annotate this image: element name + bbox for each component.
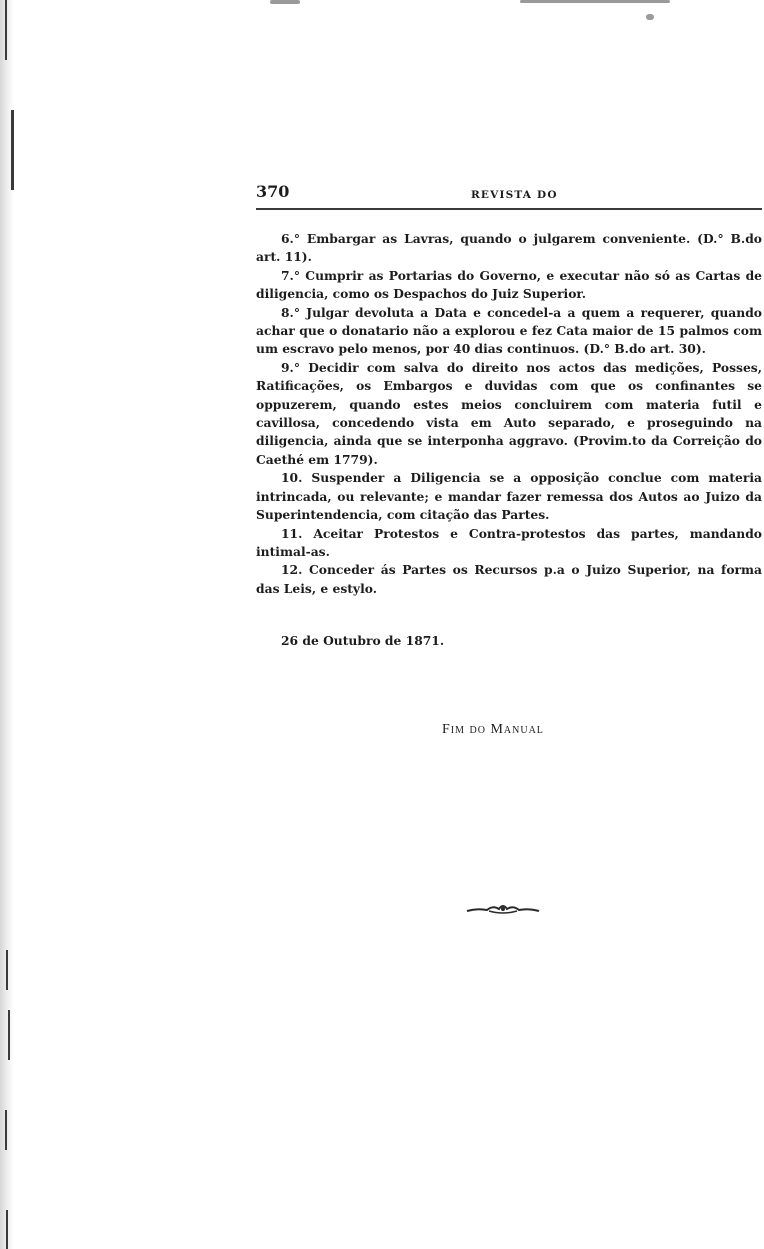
scan-edge-mark [11,110,14,190]
scan-edge-mark [5,0,7,60]
paragraph-item-7: 7.° Cumprir as Portarias do Governo, e executar não só as Cartas de diligencia, como os Despachos do Juiz Superior. [256,267,762,302]
scan-edge-mark [6,1210,8,1249]
page-number: 370 [256,182,290,201]
scan-edge-mark [8,1010,10,1060]
scan-top-smudge [646,14,654,20]
paragraph-item-11: 11. Aceitar Protestos e Contra-protestos das partes, mandando intimal-as. [256,525,762,559]
running-head [256,180,762,206]
closing-line: Fim do Manual [442,722,544,738]
date-line: 26 de Outubro de 1871. [281,633,445,649]
paragraph-item-10: 10. Suspender a Diligencia se a opposição conclue com materia intrincada, ou relevante; e mandar fazer remessa dos Autos ao Juizo da Superintendencia, com citação das Partes. [256,470,762,523]
scan-edge-mark [6,950,8,990]
end-ornament-icon [465,900,541,918]
paragraph-item-6: 6.° Embargar as Lavras, quando o julgarem conveniente. (D.° B.do art. 11). [256,231,762,265]
paragraph-item-12: 12. Conceder ás Partes os Recursos p.a o Juizo Superior, na forma das Leis, e estylo. [256,562,762,596]
scan-top-smudge [520,0,670,3]
running-title: REVISTA DO [471,189,558,201]
paragraph-item-8: 8.° Julgar devoluta a Data e concedel-a a quem a requerer, quando achar que o donatario não a explorou e fez Cata maior de 15 palmos com um escravo pelo menos, por 40 dias continuos. (D.° B.do art. 30). [256,304,762,357]
paragraph-item-9: 9.° Decidir com salva do direito nos actos das medições, Posses, Ratificações, os Embargos e duvidas com que os confinantes se oppuzerem, quando estes meios concluirem com materia futil e cavillosa, concedendo vista em Auto separado, e proseguindo na diligencia, ainda que se interponha aggravo. (Provim.to da Correição do Caethé em 1779). [256,359,762,467]
document-page [256,180,762,738]
document-body [256,230,762,598]
scan-edge-mark [5,1110,7,1150]
header-rule [256,208,762,210]
scan-top-smudge [270,0,300,4]
